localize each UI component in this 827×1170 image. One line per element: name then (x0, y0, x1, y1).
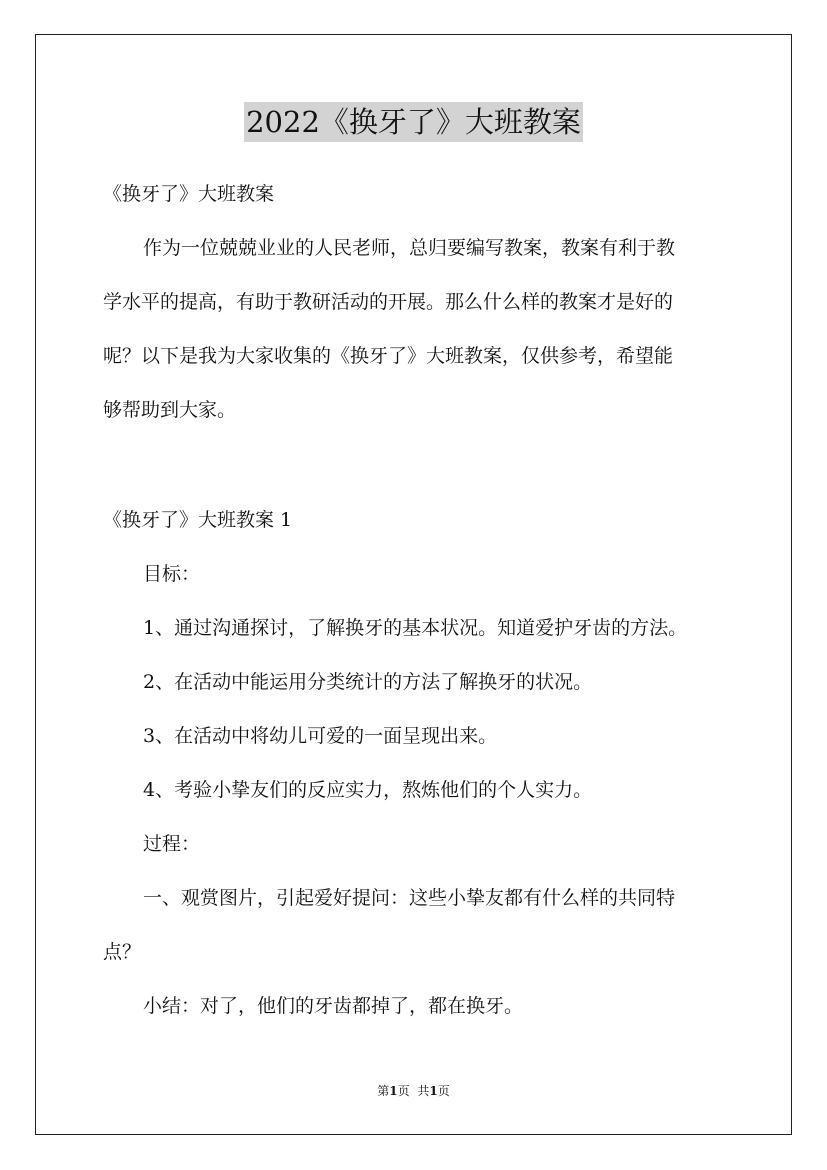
goal-item-1: 1、通过沟通探讨，了解换牙的基本状况。知道爱护牙齿的方法。 (143, 617, 688, 639)
goal-item-2: 2、在活动中能运用分类统计的方法了解换牙的状况。 (143, 671, 593, 693)
footer-total-suffix: 页 (437, 1084, 450, 1098)
goal-item-3: 3、在活动中将幼儿可爱的一面呈现出来。 (143, 725, 498, 747)
process-step-line-1: 一、观赏图片，引起爱好提问：这些小挚友都有什么样的共同特 (143, 887, 676, 909)
title-container (0, 102, 827, 142)
intro-line-1: 作为一位兢兢业业的人民老师，总归要编写教案，教案有利于教 (143, 237, 676, 259)
intro-line-4: 够帮助到大家。 (103, 399, 237, 421)
footer-page-prefix: 第 (377, 1084, 390, 1098)
document-subtitle: 《换牙了》大班教案 (103, 183, 275, 205)
footer-page-number: 1 (389, 1084, 398, 1098)
footer-page-suffix: 页 (397, 1084, 410, 1098)
intro-line-2: 学水平的提高，有助于教研活动的开展。那么什么样的教案才是好的 (103, 291, 674, 313)
summary-line: 小结：对了，他们的牙齿都掉了，都在换牙。 (143, 995, 524, 1017)
footer-total-number: 1 (429, 1084, 438, 1098)
process-label: 过程： (143, 833, 201, 855)
section-heading: 《换牙了》大班教案 1 (103, 509, 293, 531)
page-footer (0, 1083, 827, 1099)
document-title: 2022《换牙了》大班教案 (244, 102, 583, 142)
goals-label: 目标： (143, 563, 201, 585)
process-step-line-2: 点？ (103, 941, 142, 963)
goal-item-4: 4、考验小挚友们的反应实力，熬炼他们的个人实力。 (143, 779, 593, 801)
intro-line-3: 呢？以下是我为大家收集的《换牙了》大班教案，仅供参考，希望能 (103, 345, 674, 367)
footer-total-prefix: 共 (417, 1084, 430, 1098)
